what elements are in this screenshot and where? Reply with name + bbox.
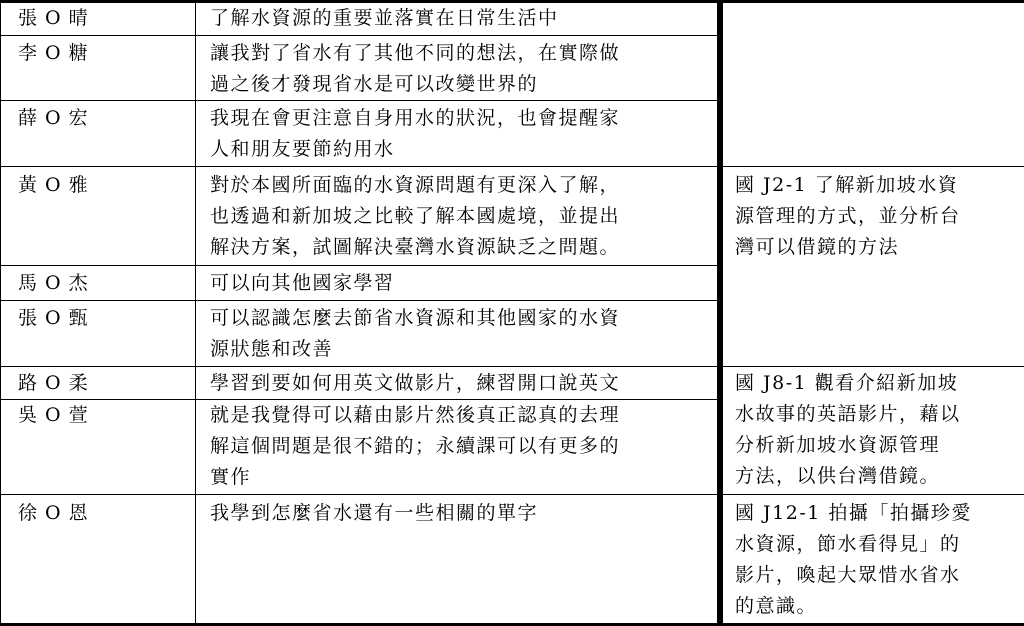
- curriculum-note: 國 J2-1 了解新加坡水資 源管理的方式，並分析台 灣可以借鏡的方法: [735, 174, 961, 258]
- student-response: 可以認識怎麼去節省水資源和其他國家的水資 源狀態和改善: [210, 307, 621, 360]
- table-left-border: [0, 0, 1, 626]
- student-name: 黃 O 雅: [18, 174, 89, 196]
- student-response: 了解水資源的重要並落實在日常生活中: [210, 7, 559, 29]
- column-divider: [195, 0, 196, 626]
- student-response: 可以向其他國家學習: [210, 272, 395, 294]
- note-divider: [723, 494, 1024, 495]
- row-divider: [0, 100, 720, 101]
- student-response: 我現在會更注意自身用水的狀況，也會提醒家 人和朋友要節約用水: [210, 107, 621, 160]
- row-divider: [0, 494, 720, 495]
- student-response: 我學到怎麼省水還有一些相關的單字: [210, 502, 539, 524]
- curriculum-note: 國 J8-1 觀看介紹新加坡 水故事的英語影片，藉以 分析新加坡水資源管理 方法，以供台灣借鏡。: [735, 372, 961, 487]
- curriculum-note: 國 J12-1 拍攝「拍攝珍愛 水資源，節水看得見」的 影片，喚起大眾惜水省水 的意識。: [735, 502, 972, 617]
- student-response: 就是我覺得可以藉由影片然後真正認真的去理 解這個問題是很不錯的；永續課可以有更多的 實作: [210, 404, 621, 488]
- student-name: 薛 O 宏: [18, 107, 89, 129]
- row-divider: [0, 35, 720, 36]
- student-name: 張 O 晴: [18, 7, 89, 29]
- row-divider: [0, 366, 720, 367]
- thick-column-divider: [717, 0, 723, 626]
- student-name: 吳 O 萱: [18, 404, 89, 426]
- student-name: 徐 O 恩: [18, 502, 89, 524]
- note-divider: [723, 166, 1024, 167]
- student-name: 李 O 糖: [18, 42, 89, 64]
- note-divider: [723, 366, 1024, 367]
- student-response: 對於本國所面臨的水資源問題有更深入了解， 也透過和新加坡之比較了解本國處境，並提出 解決方案，試圖解決臺灣水資源缺乏之問題。: [210, 174, 621, 258]
- student-response: 讓我對了省水有了其他不同的想法，在實際做 過之後才發現省水是可以改變世界的: [210, 42, 621, 95]
- table-top-border-right: [723, 0, 1024, 3]
- student-name: 張 O 甄: [18, 307, 89, 329]
- student-response: 學習到要如何用英文做影片，練習開口說英文: [210, 372, 621, 394]
- row-divider: [0, 300, 720, 301]
- row-divider: [0, 265, 720, 266]
- row-divider: [0, 166, 720, 167]
- student-name: 馬 O 杰: [18, 272, 89, 294]
- student-name: 路 O 柔: [18, 372, 89, 394]
